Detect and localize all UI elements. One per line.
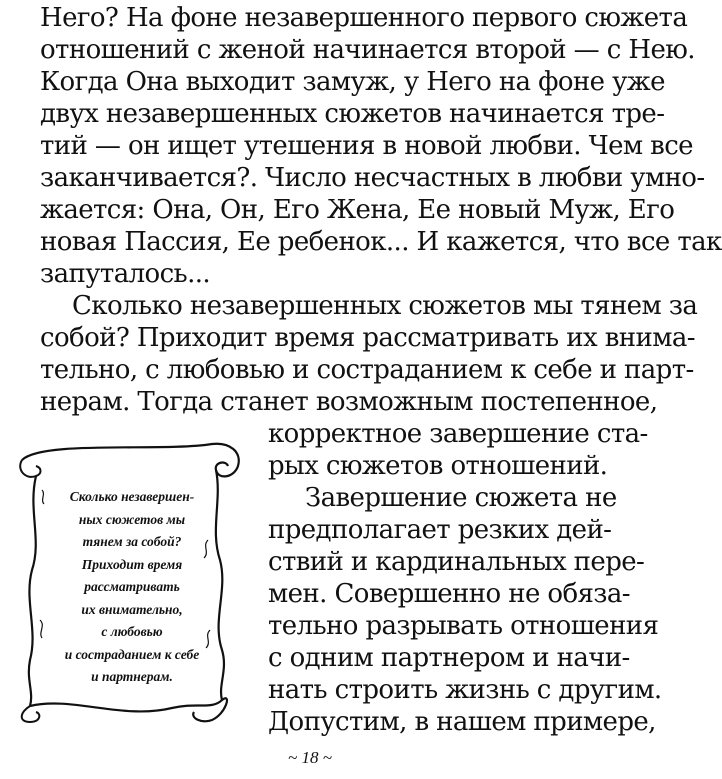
text-line: Допустим, в нашем примере, <box>268 707 656 737</box>
callout-line: тянем за собой? <box>82 534 182 549</box>
text-line: нерам. Тогда станет возможным постепенное, <box>40 387 658 417</box>
text-line: Сколько незавершенных сюжетов мы тянем за <box>72 291 698 321</box>
callout-line: рассматривать <box>84 579 180 594</box>
text-line: рых сюжетов отношений. <box>268 451 608 481</box>
text-line: Когда Она выходит замуж, у Него на фоне уже <box>40 67 665 97</box>
text-line: тий — он ищет утешения в новой любви. Чем все <box>40 131 693 161</box>
text-line: отношений с женой начинается второй — с Нею. <box>40 35 695 65</box>
callout-line: и партнерам. <box>91 669 173 684</box>
text-line: тельно разрывать отношения <box>268 611 659 641</box>
callout-line: Приходит время <box>81 556 183 572</box>
text-line: корректное завершение ста- <box>268 419 648 449</box>
callout-line: Сколько незавершен- <box>69 489 195 504</box>
scroll-callout <box>12 430 244 725</box>
text-line: жается: Она, Он, Его Жена, Ее новый Муж, Его <box>40 195 675 225</box>
text-line: Завершение сюжета не <box>305 483 617 513</box>
text-line: новая Пассия, Ее ребенок... И кажется, что все так <box>40 227 722 257</box>
callout-line: их внимательно, <box>81 601 183 617</box>
text-line: мен. Совершенно не обяза- <box>268 579 630 609</box>
callout-line: с любовью <box>101 624 163 639</box>
text-line: запуталось... <box>40 259 211 289</box>
text-line: двух незавершенных сюжетов начинается тре- <box>40 99 665 129</box>
text-line: ствий и кардинальных пере- <box>268 547 645 577</box>
text-line: предполагает резких дей- <box>268 515 612 545</box>
text-line: Него? На фоне незавершенного первого сюжета <box>40 3 688 33</box>
text-line: собой? Приходит время рассматривать их внима- <box>40 323 695 353</box>
text-line: тельно, с любовью и состраданием к себе и парт- <box>40 355 694 385</box>
text-line: заканчивается?. Число несчастных в любви умно- <box>40 163 705 193</box>
page-number: ~ 18 ~ <box>288 748 332 767</box>
callout-text <box>48 486 216 689</box>
text-line: с одним партнером и начи- <box>268 643 630 673</box>
callout-line: и состраданием к себе <box>64 646 200 662</box>
callout-line: ных сюжетов мы <box>78 511 186 527</box>
text-line: нать строить жизнь с другим. <box>268 675 662 705</box>
